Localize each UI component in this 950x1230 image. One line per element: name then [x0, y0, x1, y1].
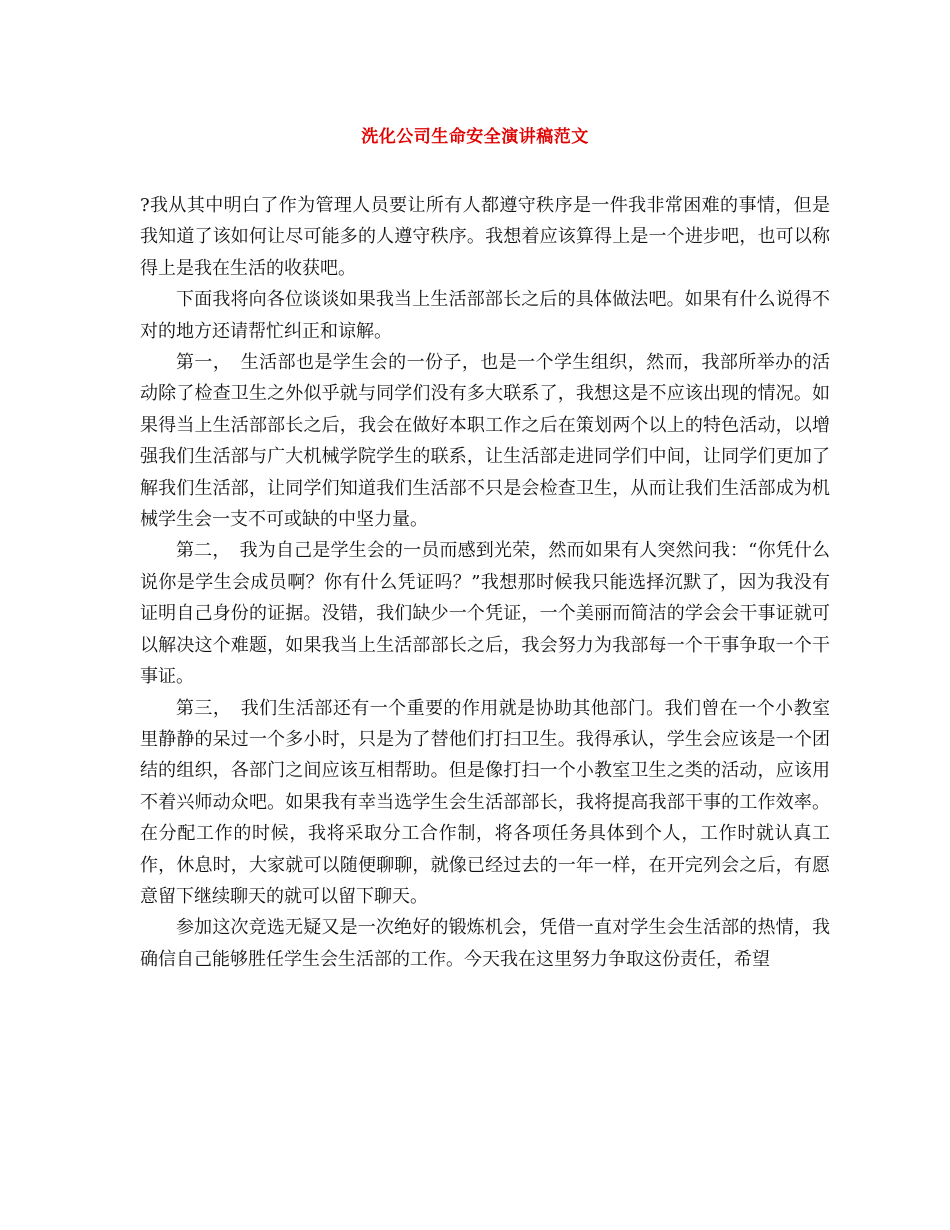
paragraph-plan-intro: 下面我将向各位谈谈如果我当上生活部部长之后的具体做法吧。如果有什么说得不对的地方还请帮忙纠正和谅解。	[140, 289, 830, 342]
paragraph-intro: ?我从其中明白了作为管理人员要让所有人都遵守秩序是一件我非常困难的事情，但是我知道了该如何让尽可能多的人遵守秩序。我想着应该算得上是一个进步吧，也可以称得上是我在生活的收获吧。	[140, 195, 830, 279]
paragraph-point-two: 第二， 我为自己是学生会的一员而感到光荣，然而如果有人突然问我：“你凭什么说你是学生会成员啊？你有什么凭证吗？”我想那时候我只能选择沉默了，因为我没有证明自己身份的证据。没错，我们缺少一个凭证，一个美丽而简洁的学会会干事证就可以解决这个难题，如果我当上生活部部长之后，我会努力为我部每一个干事争取一个干事证。	[140, 540, 830, 688]
document-body	[140, 190, 830, 975]
paragraph-point-one: 第一， 生活部也是学生会的一份子，也是一个学生组织，然而，我部所举办的活动除了检查卫生之外似乎就与同学们没有多大联系了，我想这是不应该出现的情况。如果得当上生活部部长之后，我会在做好本职工作之后在策划两个以上的特色活动，以增强我们生活部与广大机械学院学生的联系，让生活部走进同学们中间，让同学们更加了解我们生活部，让同学们知道我们生活部不只是会检查卫生，从而让我们生活部成为机械学生会一支不可或缺的中坚力量。	[140, 352, 830, 531]
paragraph-point-three: 第三， 我们生活部还有一个重要的作用就是协助其他部门。我们曾在一个小教室里静静的呆过一个多小时，只是为了替他们打扫卫生。我得承认，学生会应该是一个团结的组织，各部门之间应该互相帮助。但是像打扫一个小教室卫生之类的活动，应该用不着兴师动众吧。如果我有幸当选学生会生活部部长，我将提高我部干事的工作效率。在分配工作的时候，我将采取分工合作制，将各项任务具体到个人，工作时就认真工作，休息时，大家就可以随便聊聊，就像已经过去的一年一样，在开完列会之后，有愿意留下继续聊天的就可以留下聊天。	[140, 697, 830, 907]
document-title: 洗化公司生命安全演讲稿范文	[361, 127, 589, 147]
paragraph-closing: 参加这次竞选无疑又是一次绝好的锻炼机会，凭借一直对学生会生活部的热情，我确信自己能够胜任学生会生活部的工作。今天我在这里努力争取这份责任，希望	[140, 917, 830, 970]
